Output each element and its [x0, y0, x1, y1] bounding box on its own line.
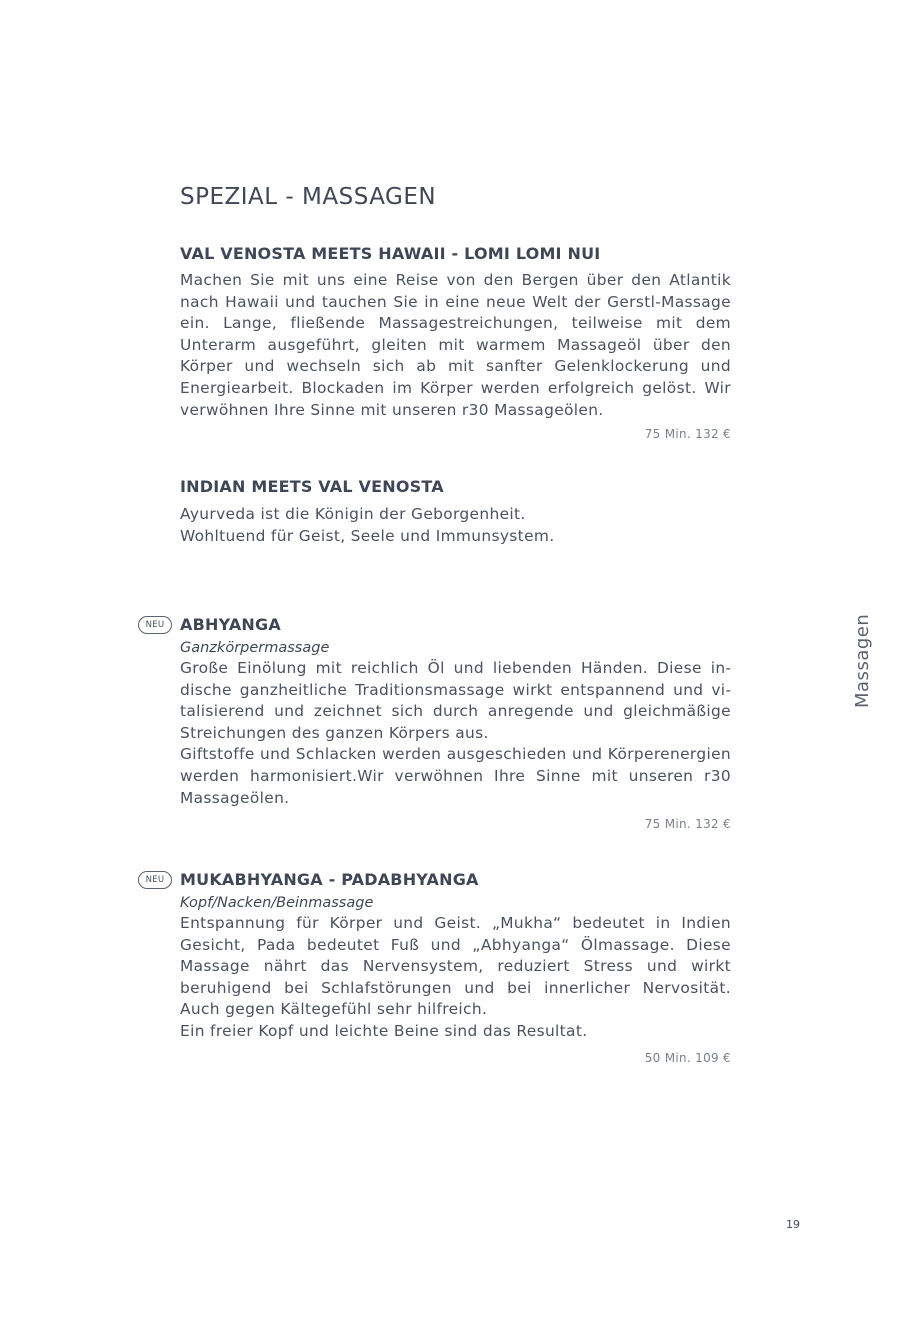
section-subtitle: Kopf/Nacken/Beinmassage: [180, 895, 374, 911]
section-heading: VAL VENOSTA MEETS HAWAII - LOMI LOMI NUI: [180, 244, 601, 263]
section-indian-meets-val-venosta: [180, 476, 731, 547]
body-paragraph: Machen Sie mit uns eine Reise von den Bergen über den Atlantik nach Hawaii und tauchen Sie in eine neue Welt der Gerstl-Massage ein. Lange, fließende Massagestreichungen, teilweise mit dem Unterarm ausgeführt, gleiten mit warmem Massageöl über den Körper und wechseln sich ab mit sanfter Gelenklockerung und Energiearbeit. Blockaden im Körper werden erfolgreich gelöst. Wir verwöhnen Ihre Sinne mit unseren r30 Massageölen.: [180, 271, 731, 419]
body-paragraph: Wohltuend für Geist, Seele und Immunsystem.: [180, 526, 555, 545]
price-label: 75 Min. 132 €: [644, 817, 731, 832]
section-mukabhyanga-padabhyanga: [145, 869, 731, 1065]
section-body: [180, 270, 731, 421]
body-paragraph: Giftstoffe und Schlacken werden ausgeschieden und Körperenergien werden harmonisiert.Wir verwöhnen Ihre Sinne mit unseren r30 Massageölen.: [180, 745, 731, 807]
new-badge: NEU: [138, 616, 172, 634]
body-paragraph: Ein freier Kopf und leichte Beine sind das Resultat.: [180, 1021, 588, 1040]
price-label: 50 Min. 109 €: [644, 1050, 731, 1065]
body-paragraph: Große Einölung mit reichlich Öl und liebenden Händen. Diese indische ganzheitliche Traditionsmassage wirkt entspannend und vitalisierend und zeichnet sich durch anregende und gleichmäßige Streichungen des ganzen Körpers aus.: [180, 659, 731, 742]
section-lomi-lomi-nui: [180, 243, 731, 441]
body-paragraph: Entspannung für Körper und Geist. „Mukha“ bedeutet in Indien Gesicht, Pada bedeutet Fuß und „Abhyanga“ Ölmassage. Diese Massage nährt das Nervensystem, reduziert Stress und wirkt beruhigend bei Schlafstörungen und bei innerlicher Nervosität. Auch gegen Kältegefühl sehr hilfreich.: [180, 914, 731, 1019]
section-body: [180, 658, 731, 809]
new-badge: NEU: [138, 871, 172, 889]
section-heading: MUKABHYANGA - PADABHYANGA: [180, 870, 479, 889]
body-paragraph: Ayurveda ist die Königin der Geborgenheit.: [180, 505, 526, 523]
section-subtitle: Ganzkörpermassage: [180, 640, 330, 656]
page-number: 19: [786, 1218, 800, 1231]
section-body: [180, 504, 731, 547]
section-body: [180, 913, 731, 1043]
section-abhyanga: [145, 614, 731, 832]
price-label: 75 Min. 132 €: [644, 427, 731, 442]
section-heading: INDIAN MEETS VAL VENOSTA: [180, 477, 444, 496]
section-heading: ABHYANGA: [180, 615, 281, 634]
page-title: SPEZIAL - MASSAGEN: [180, 184, 437, 210]
side-section-label: Massagen: [852, 613, 873, 708]
